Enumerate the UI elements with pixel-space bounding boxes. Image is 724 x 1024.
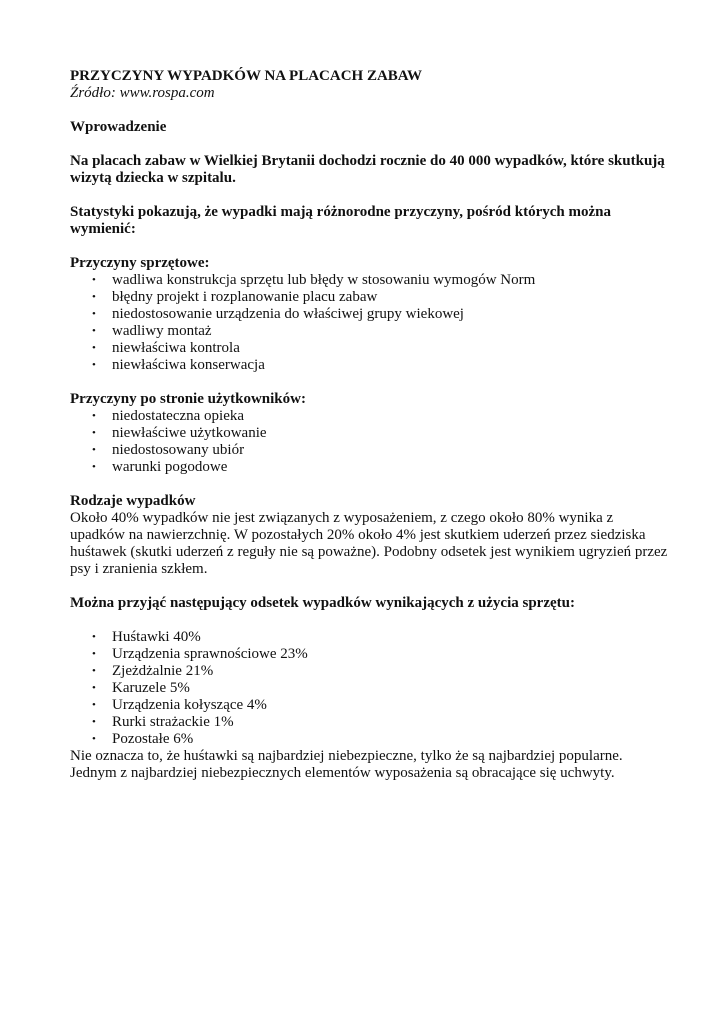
list-item-text: Pozostałe 6% bbox=[112, 731, 194, 747]
list-item bbox=[70, 408, 670, 425]
list-item-text: warunki pogodowe bbox=[112, 459, 228, 475]
list-item-text: niedostosowany ubiór bbox=[112, 442, 245, 458]
bullet-icon: • bbox=[92, 427, 96, 439]
list-item bbox=[70, 323, 670, 340]
bullet-icon: • bbox=[92, 308, 96, 320]
list-item-text: wadliwa konstrukcja sprzętu lub błędy w stosowaniu wymogów Norm bbox=[112, 272, 536, 288]
bullet-icon: • bbox=[92, 274, 96, 286]
list-item bbox=[70, 459, 670, 476]
list-item bbox=[70, 680, 670, 697]
user-causes-heading: Przyczyny po stronie użytkowników: bbox=[70, 391, 306, 407]
list-item bbox=[70, 646, 670, 663]
list-item-text: niedostosowanie urządzenia do właściwej grupy wiekowej bbox=[112, 306, 464, 322]
accident-types-paragraph: Około 40% wypadków nie jest związanych z wyposażeniem, z czego około 80% wynika z upadków na nawierzchnię. W pozostałych 20% około 4% jest skutkiem uderzeń przez siedziska huśtawek (skutki uderzeń z reguły nie są poważne). Podobny odsetek jest wynikiem ugryzień przez psy i zranienia szkłem. bbox=[70, 510, 668, 577]
bullet-icon: • bbox=[92, 648, 96, 660]
list-item-text: Huśtawki 40% bbox=[112, 629, 201, 645]
stats-paragraph: Statystyki pokazują, że wypadki mają różnorodne przyczyny, pośród których można wymienić: bbox=[70, 204, 611, 237]
bullet-icon: • bbox=[92, 359, 96, 371]
list-item-text: niewłaściwe użytkowanie bbox=[112, 425, 267, 441]
list-item-text: Zjeżdżalnie 21% bbox=[112, 663, 214, 679]
bullet-icon: • bbox=[92, 665, 96, 677]
list-item-text: błędny projekt i rozplanowanie placu zabaw bbox=[112, 289, 378, 305]
user-causes-list bbox=[70, 408, 670, 476]
document-title: PRZYCZYNY WYPADKÓW NA PLACACH ZABAW bbox=[70, 68, 422, 84]
list-item bbox=[70, 663, 670, 680]
spacer bbox=[70, 612, 670, 629]
bullet-icon: • bbox=[92, 716, 96, 728]
list-item bbox=[70, 442, 670, 459]
bullet-icon: • bbox=[92, 461, 96, 473]
list-item-text: wadliwy montaż bbox=[112, 323, 212, 339]
intro-paragraph: Na placach zabaw w Wielkiej Brytanii dochodzi rocznie do 40 000 wypadków, które skutkują wizytą dziecka w szpitalu. bbox=[70, 153, 665, 186]
list-item bbox=[70, 272, 670, 289]
bullet-icon: • bbox=[92, 444, 96, 456]
list-item bbox=[70, 629, 670, 646]
bullet-icon: • bbox=[92, 631, 96, 643]
bullet-icon: • bbox=[92, 325, 96, 337]
spacer bbox=[70, 187, 670, 204]
spacer bbox=[70, 136, 670, 153]
bullet-icon: • bbox=[92, 733, 96, 745]
spacer bbox=[70, 374, 670, 391]
list-item bbox=[70, 697, 670, 714]
list-item bbox=[70, 340, 670, 357]
equipment-causes-heading: Przyczyny sprzętowe: bbox=[70, 255, 210, 271]
spacer bbox=[70, 578, 670, 595]
list-item bbox=[70, 425, 670, 442]
document-page bbox=[70, 68, 670, 782]
bullet-icon: • bbox=[92, 410, 96, 422]
bullet-icon: • bbox=[92, 291, 96, 303]
equipment-share-heading: Można przyjąć następujący odsetek wypadków wynikających z użycia sprzętu: bbox=[70, 595, 575, 611]
equipment-share-list bbox=[70, 629, 670, 748]
list-item-text: niedostateczna opieka bbox=[112, 408, 245, 424]
list-item-text: niewłaściwa kontrola bbox=[112, 340, 240, 356]
list-item-text: niewłaściwa konserwacja bbox=[112, 357, 265, 373]
source-line: Źródło: www.rospa.com bbox=[70, 85, 215, 101]
list-item-text: Rurki strażackie 1% bbox=[112, 714, 234, 730]
bullet-icon: • bbox=[92, 342, 96, 354]
spacer bbox=[70, 238, 670, 255]
list-item bbox=[70, 289, 670, 306]
list-item bbox=[70, 714, 670, 731]
spacer bbox=[70, 102, 670, 119]
bullet-icon: • bbox=[92, 699, 96, 711]
closing-paragraph: Nie oznacza to, że huśtawki są najbardziej niebezpieczne, tylko że są najbardziej popularne. Jednym z najbardziej niebezpiecznych elementów wyposażenia są obracające się uchwyty. bbox=[70, 748, 623, 781]
intro-heading: Wprowadzenie bbox=[70, 119, 167, 135]
list-item bbox=[70, 731, 670, 748]
bullet-icon: • bbox=[92, 682, 96, 694]
equipment-causes-list bbox=[70, 272, 670, 374]
accident-types-heading: Rodzaje wypadków bbox=[70, 493, 196, 509]
list-item bbox=[70, 357, 670, 374]
list-item-text: Urządzenia kołyszące 4% bbox=[112, 697, 267, 713]
list-item bbox=[70, 306, 670, 323]
list-item-text: Urządzenia sprawnościowe 23% bbox=[112, 646, 308, 662]
spacer bbox=[70, 476, 670, 493]
list-item-text: Karuzele 5% bbox=[112, 680, 190, 696]
